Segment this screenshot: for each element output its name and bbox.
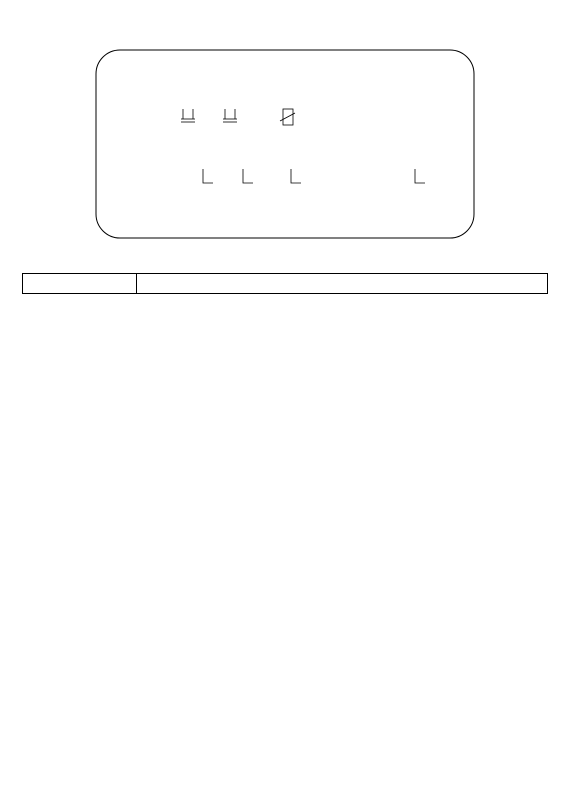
header-description [137, 274, 548, 294]
terminal-table [22, 273, 548, 294]
wiring-diagram [95, 49, 475, 239]
header-terminal [23, 274, 137, 294]
